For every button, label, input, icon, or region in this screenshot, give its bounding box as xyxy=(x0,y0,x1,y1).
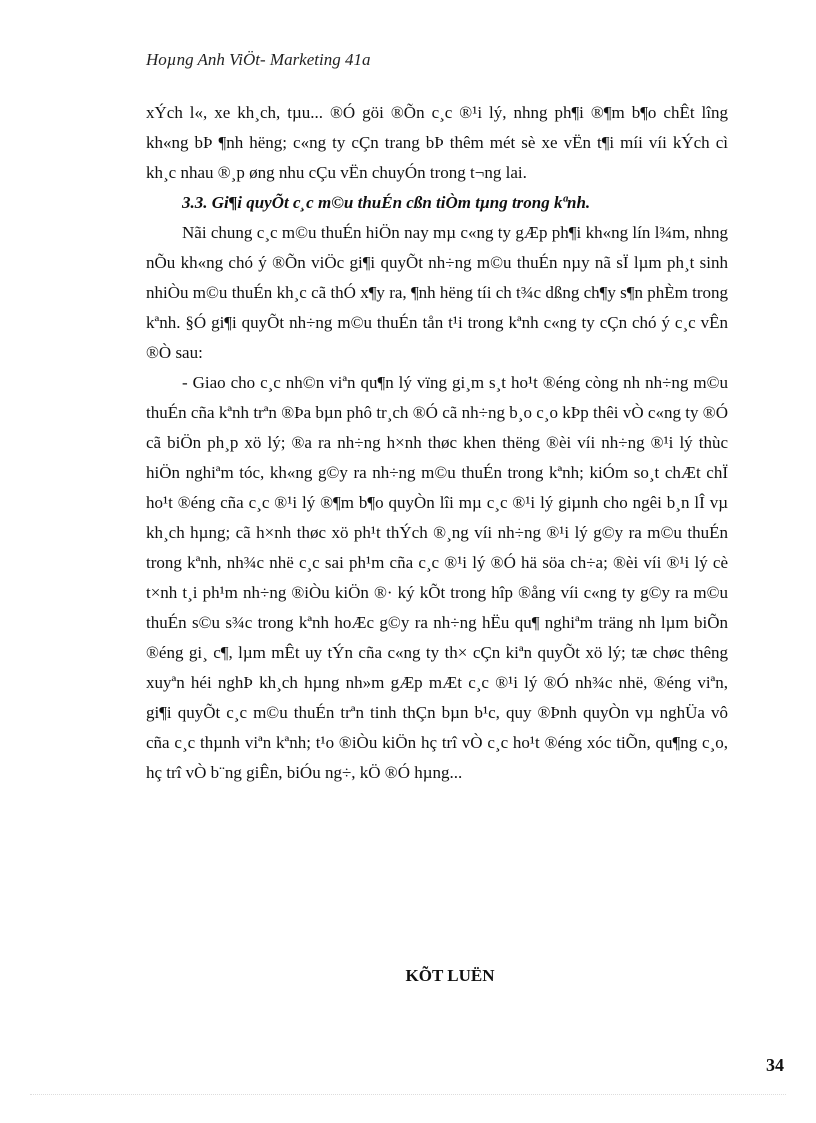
page-number: 34 xyxy=(766,1055,784,1075)
body-text xyxy=(146,98,728,788)
running-header: Hoµng Anh ViÖt- Marketing 41a xyxy=(146,50,371,69)
section-heading: 3.3. Gi¶i quyÕt c¸c m©u thuÉn cßn tiÒm tµng trong kªnh. xyxy=(182,193,591,212)
conclusion-title: KÕT LUËN xyxy=(405,966,495,985)
paragraph-conflicts: Nãi chung c¸c m©u thuÉn hiÖn nay mµ c«ng ty gÆp ph¶i kh«ng lín l¾m, nhng nÕu kh«ng chó ý ®Õn viÖc gi¶i quyÕt nh÷ng m©u thuÉn nµy nã sÏ lµm ph¸t sinh nhiÒu m©u thuÉn kh¸c cã thÓ x¶y ra, ¶nh hëng tíi ch t¾c dßng ch¶y s¶n phÈm trong kªnh. §Ó gi¶i quyÕt nh÷ng m©u thuÉn tån t¹i trong kªnh c«ng ty cÇn chó ý c¸c vÊn ®Ò sau: xyxy=(146,223,728,362)
paragraph-measures: - Giao cho c¸c nh©n viªn qu¶n lý vïng gi¸m s¸t ho¹t ®éng còng nh nh÷ng m©u thuÉn cña kªnh trªn ®Þa bµn phô tr¸ch ®Ó cã nh÷ng b¸o c¸o kÞp thêi vÒ c«ng ty ®Ó cã biÖn ph¸p xö lý; ®a ra nh÷ng h×nh thøc khen thëng ®èi víi nh÷ng ®¹i lý thùc hiÖn nghiªm tóc, kh«ng g©y ra nh÷ng m©u thuÉn trong kªnh; kiÓm so¸t chÆt chÏ ho¹t ®éng cña c¸c ®¹i lý ®¶m b¶o quyÒn lîi mµ c¸c ®¹i lý giµnh cho ngêi b¸n lÎ vµ kh¸ch hµng; cã h×nh thøc xö ph¹t thÝch ®¸ng víi nh÷ng ®¹i lý g©y ra m©u thuÉn trong kªnh, nh¾c nhë c¸c sai ph¹m cña c¸c ®¹i lý ®Ó hä söa ch÷a; ®èi víi ®¹i lý cè t×nh t¸i ph¹m nh÷ng ®iÒu kiÖn ®· ký kÕt trong hîp ®ång víi c«ng ty g©y ra m©u thuÉn s©u s¾c trong kªnh hoÆc g©y ra nh÷ng hËu qu¶ nghiªm träng nh lµm biÕn ®éng gi¸ c¶, lµm mÊt uy tÝn cña c«ng ty th× cÇn kiªn quyÕt xö lý; tæ chøc thêng xuyªn héi nghÞ kh¸ch hµng nh»m gÆp mÆt c¸c ®¹i lý ®Ó nh¾c nhë, ®éng viªn, gi¶i quyÕt c¸c m©u thuÉn trªn tinh thÇn bµn b¹c, quy ®Þnh quyÒn vµ nghÜa vô cña c¸c thµnh viªn kªnh; t¹o ®iÒu kiÖn hç trî vÒ c¸c ho¹t ®éng xóc tiÕn, qu¶ng c¸o, hç trî vÒ b¨ng giÊn, biÓu ng÷, kÖ ®Ó hµng... xyxy=(146,373,728,782)
page-bottom-divider xyxy=(30,1094,786,1095)
paragraph-transport: xÝch l«, xe kh¸ch, tµu... ®Ó göi ®Õn c¸c ®¹i lý, nhng ph¶i ®¶m b¶o chÊt lîng kh«ng bÞ ¶nh hëng; c«ng ty cÇn trang bÞ thêm mét sè xe vËn t¶i míi víi kÝch cì kh¸c nhau ®¸p øng nhu cÇu vËn chuyÓn trong t¬ng lai. xyxy=(146,103,728,182)
